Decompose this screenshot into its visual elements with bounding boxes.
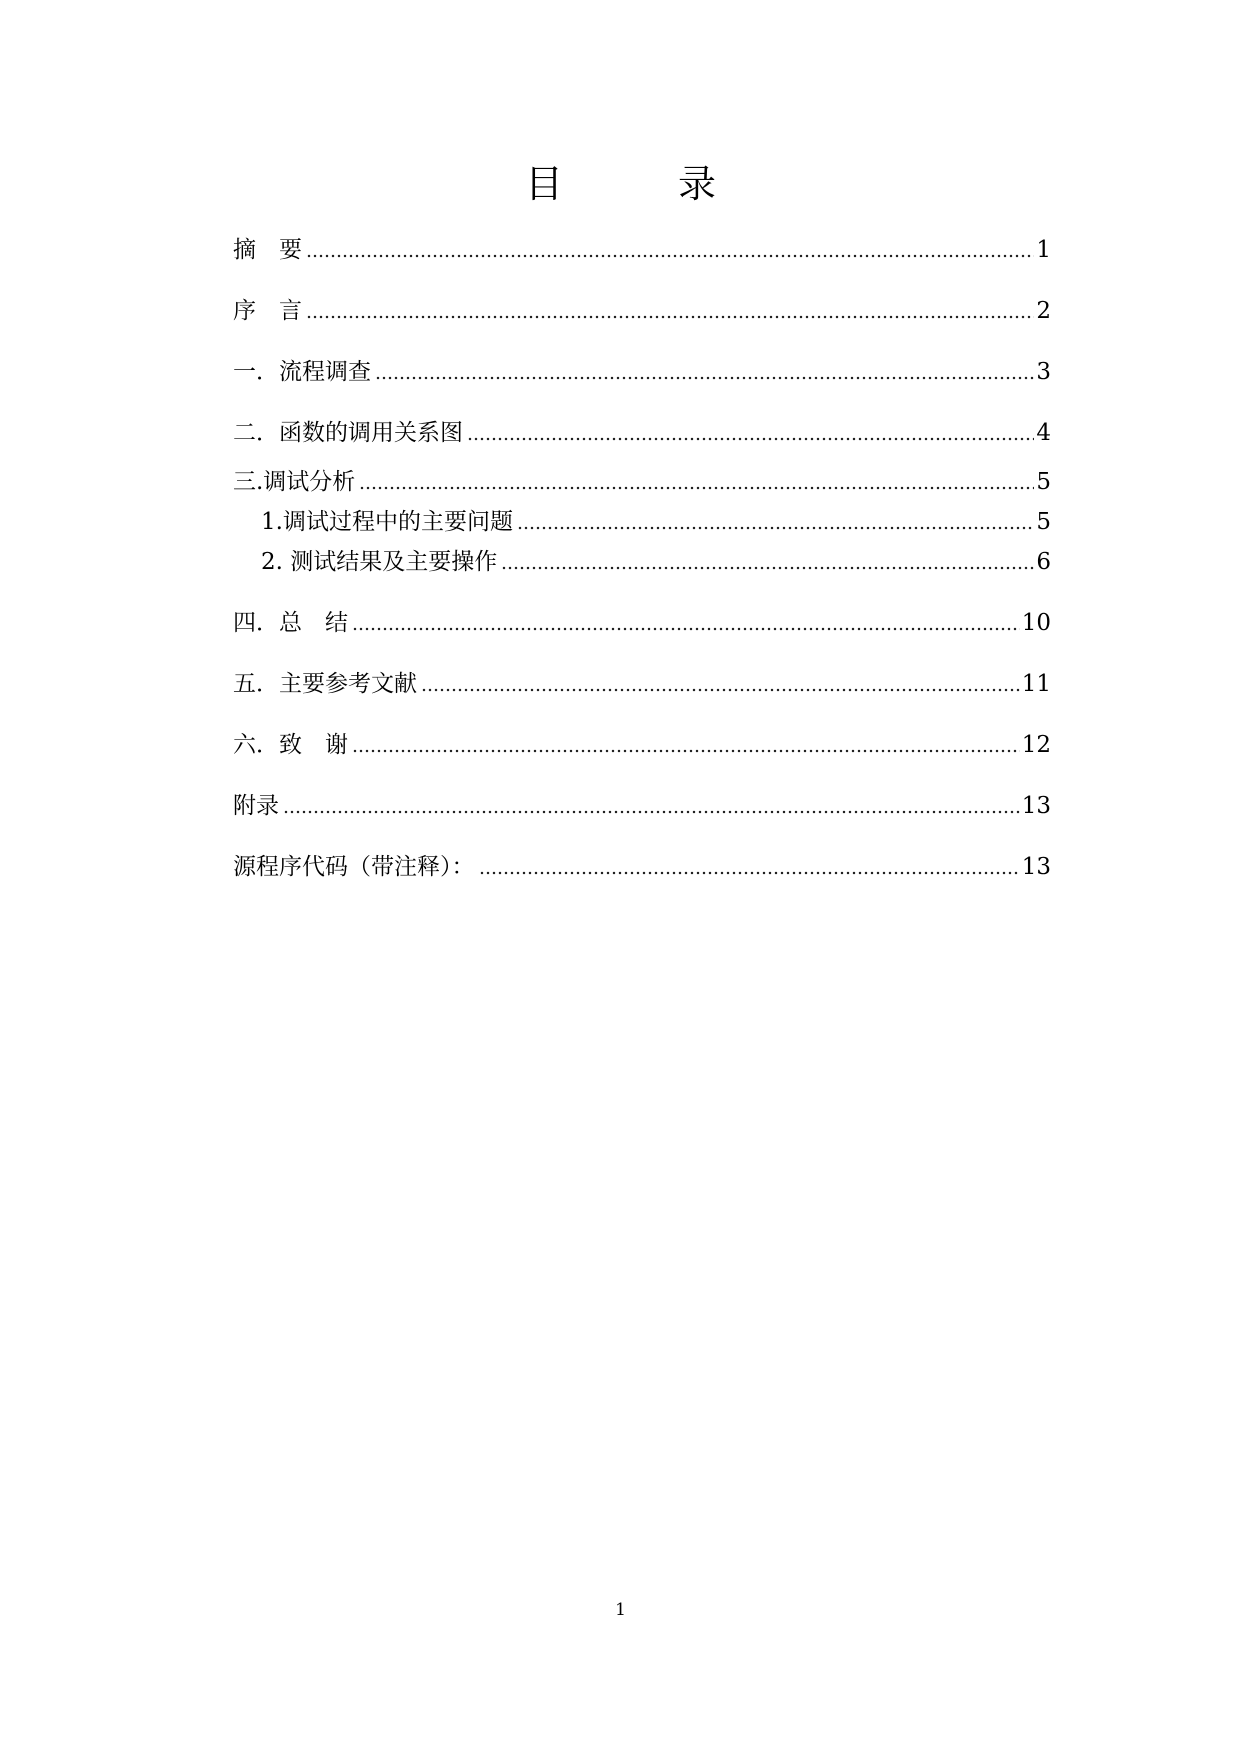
toc-page-number: 5 xyxy=(1036,469,1051,495)
toc-entry-abstract[interactable] xyxy=(233,234,1051,266)
toc-page-number: 1 xyxy=(1036,237,1051,263)
toc-label: 二．函数的调用关系图 xyxy=(233,420,463,446)
title-char-1: 目 xyxy=(524,162,563,206)
dot-leader xyxy=(479,871,1020,875)
dot-leader xyxy=(421,688,1020,692)
dot-leader xyxy=(467,437,1034,441)
toc-entry-preface[interactable] xyxy=(233,295,1051,327)
toc-page-number: 5 xyxy=(1036,509,1051,535)
toc-page-number: 10 xyxy=(1021,610,1051,636)
toc-page-number: 6 xyxy=(1036,549,1051,575)
toc-entry-process-survey[interactable] xyxy=(233,356,1051,388)
toc-entry-acknowledgements[interactable] xyxy=(233,729,1051,761)
toc-label: 2. 测试结果及主要操作 xyxy=(261,549,498,575)
dot-leader xyxy=(352,749,1020,753)
toc-entry-source-code[interactable] xyxy=(233,851,1051,883)
toc-label: 四．总 结 xyxy=(233,610,348,636)
toc-page-number: 13 xyxy=(1021,793,1051,819)
title-char-2: 录 xyxy=(678,162,717,206)
toc-entry-call-graph[interactable] xyxy=(233,417,1051,449)
toc-entry-debug-analysis[interactable] xyxy=(233,466,1051,498)
dot-leader xyxy=(359,486,1034,490)
toc-entry-summary[interactable] xyxy=(233,607,1051,639)
dot-leader xyxy=(306,254,1034,258)
dot-leader xyxy=(501,566,1034,570)
toc-label: 摘 要 xyxy=(233,237,302,263)
dot-leader xyxy=(306,315,1034,319)
footer-page-number: 1 xyxy=(615,1600,626,1620)
toc-label: 序 言 xyxy=(233,298,302,324)
toc-page-number: 4 xyxy=(1036,420,1051,446)
toc-page-number: 3 xyxy=(1036,359,1051,385)
toc-page-number: 13 xyxy=(1021,854,1051,880)
toc-entry-appendix[interactable] xyxy=(233,790,1051,822)
dot-leader xyxy=(283,810,1020,814)
toc-label: 1.调试过程中的主要问题 xyxy=(261,509,513,535)
toc-page-number: 11 xyxy=(1021,671,1051,697)
dot-leader xyxy=(352,627,1020,631)
toc-entry-test-results[interactable] xyxy=(261,546,1051,578)
toc-label: 六．致 谢 xyxy=(233,732,348,758)
page-title xyxy=(0,158,1241,210)
toc-entry-debug-issues[interactable] xyxy=(261,506,1051,538)
toc-label: 三.调试分析 xyxy=(233,469,356,495)
toc-page-number: 2 xyxy=(1036,298,1051,324)
toc-label: 五．主要参考文献 xyxy=(233,671,417,697)
toc-label: 一．流程调查 xyxy=(233,359,371,385)
toc-entry-references[interactable] xyxy=(233,668,1051,700)
toc-label: 源程序代码（带注释）： xyxy=(233,854,475,880)
dot-leader xyxy=(375,376,1034,380)
toc-label: 附录 xyxy=(233,793,279,819)
toc-page-number: 12 xyxy=(1021,732,1051,758)
dot-leader xyxy=(517,526,1034,530)
